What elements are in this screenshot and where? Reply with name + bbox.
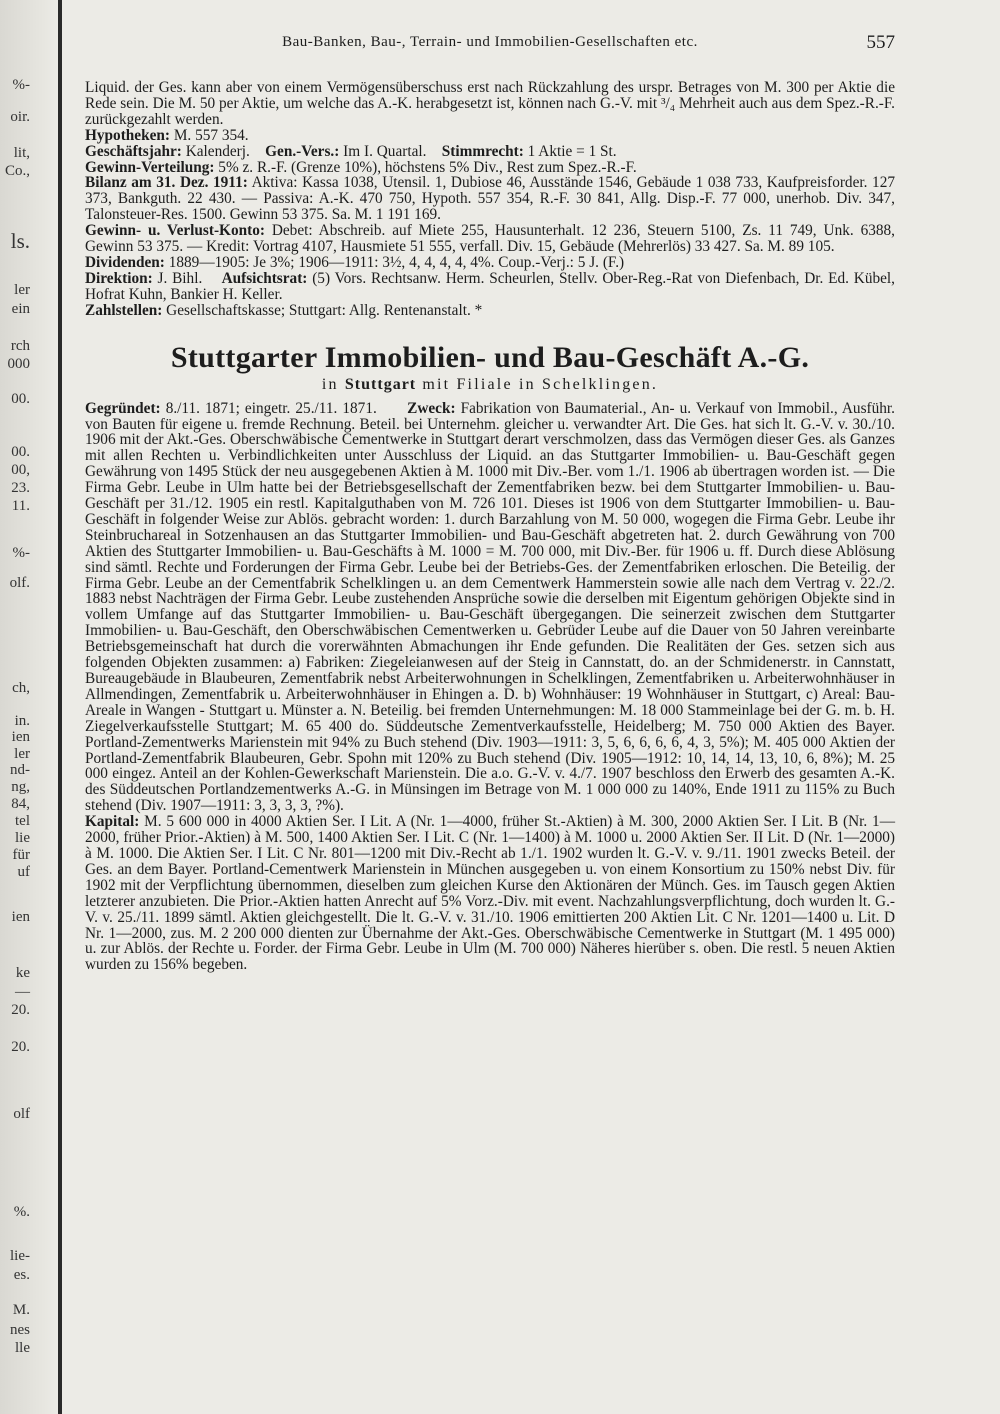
margin-fragment: %-: [12, 545, 30, 561]
margin-fragment: ng,: [11, 779, 30, 795]
margin-fragment: ke: [15, 965, 30, 981]
guv-text: Debet: Abschreib. auf Miete 255, Hausunterhalt. 12 236, Steuern 5100, Zs. 11 749, Unk. 6388, Gewinn 53 375. — Kredit: Vortrag 4107, Hausmiete 51 555, verfall. Div. 15, Gebäude (Mehrerlös) 33 427. Sa. M. 89 105.: [85, 222, 896, 256]
margin-fragment: olf: [13, 1106, 30, 1122]
aufsichtsrat-text: (5) Vors. Rechtsanw. Herm. Scheurlen, Stellv. Ober-Reg.-Rat von Diefenbach, Dr. Ed. Kübel, Hofrat Kuhn, Bankier H. Keller.: [85, 269, 896, 303]
zahlstellen-label: Zahlstellen:: [85, 301, 163, 319]
margin-fragment: für: [12, 847, 30, 863]
direktion-aufsichtsrat-paragraph: [85, 271, 895, 303]
article-sub-pre: in: [321, 375, 345, 393]
gewinn-verteilung-text: 5% z. R.-F. (Grenze 10%), höchstens 5% Div., Rest zum Spez.-R.-F.: [214, 158, 637, 176]
margin-fragment: 20.: [11, 1002, 30, 1018]
guv-paragraph: [85, 223, 895, 255]
margin-fragment: tel: [15, 813, 30, 829]
hypotheken-line: [85, 128, 895, 144]
margin-fragment: 00,: [11, 462, 30, 478]
margin-fragment: 11.: [11, 498, 30, 514]
gegruendet-label: Gegründet:: [85, 399, 161, 417]
gegruendet-zweck-paragraph: [85, 401, 895, 815]
margin-fragment: —: [15, 984, 30, 1000]
article-subtitle: [85, 375, 895, 395]
stimmrecht-label: Stimmrecht:: [441, 142, 524, 160]
margin-fragment: %-: [12, 77, 30, 93]
margin-fragment: nes: [10, 1322, 30, 1338]
direktion-text: J. Bihl.: [152, 269, 203, 287]
margin-fragment: %.: [13, 1204, 30, 1220]
margin-fragment: in.: [14, 713, 30, 729]
hypotheken-text: M. 557 354.: [170, 126, 249, 144]
margin-fragment: M.: [12, 1302, 30, 1318]
geschaeftsjahr-text: Kalenderj.: [181, 142, 250, 160]
margin-fragment: uf: [17, 864, 30, 880]
zweck-label: Zweck:: [407, 399, 456, 417]
running-head: Bau-Banken, Bau-, Terrain- und Immobilien-Gesellschaften etc.: [282, 34, 698, 50]
gutter-shadow: [0, 0, 58, 1414]
margin-fragment: 00.: [11, 444, 30, 460]
bilanz-label: Bilanz am 31. Dez. 1911:: [85, 174, 248, 192]
guv-label: Gewinn- u. Verlust-Konto:: [85, 222, 265, 240]
kapital-paragraph: [85, 814, 895, 973]
margin-fragment: lit,: [13, 145, 30, 161]
margin-fragment: es.: [13, 1267, 30, 1283]
margin-fragment: oir.: [10, 109, 30, 125]
aufsichtsrat-label: Aufsichtsrat:: [221, 269, 308, 287]
margin-fragment: ien: [11, 729, 30, 745]
dividenden-text: 1889—1905: Je 3%; 1906—1911: 3½, 4, 4, 4, 4, 4%. Coup.-Verj.: 5 J. (F.): [164, 253, 625, 271]
margin-fragment: lie-: [10, 1248, 30, 1264]
margin-fragment: lle: [15, 1340, 30, 1356]
margin-fragment: 23.: [11, 480, 30, 496]
margin-fragment: ch,: [12, 680, 30, 696]
kapital-text: M. 5 600 000 in 4000 Aktien Ser. I Lit. A (Nr. 1—4000, früher St.-Aktien) à M. 300, 2000 Aktien Ser. I Lit. B (Nr. 1—2000, früher Prior.-Aktien) à M. 500, 1400 Aktien Ser. I Lit. C (Nr. 1—1400) à M. 1000 u. 2000 Aktien Ser. II Lit. D (Nr. 1—2000) à M. 1000. Die Aktien Ser. I Lit. C Nr. 801—1200 mit Div.-Recht ab 1./1. 1902 wurden lt. G.-V. v. 9./11. 1901 zwecks Beteil. der Ges. an dem Bayer. Portland-Cementwerk Marienstein in München ausgegeben u. von einem Konsortium zu 150% nebst Div. für 1902 mit der Verpflichtung übernommen, dieselben zum gleichen Kurse den Aktionären der Münch. Ges. im Tausch gegen Aktien letzterer anzubieten. Die Prior.-Aktien hatten Anrecht auf 5% Vorz.-Div. mit event. Nachzahlungsverpflichtung, doch wurden lt. G.-V. v. 25./11. 1899 sämtl. Aktien gleichgestellt. Die lt. G.-V. v. 31./10. 1906 emittierten 200 Aktien Lit. C Nr. 1201—1400 u. Lit. D Nr. 1—2000, zus. M. 2 200 000 dienten zur Übernahme der Akt.-Ges. Oberschwäbische Cementwerke in Stuttgart (M. 1 495 000) u. zur Ablös. der Rechte u. Forder. der Firma Gebr. Leube in Ulm (M. 700 000) Näheres hierüber s. oben. Die restl. 5 neuen Aktien wurden zu 156% begeben.: [85, 813, 895, 974]
zahlstellen-line: [85, 303, 895, 319]
gewinn-verteilung-line: [85, 160, 895, 176]
geschaeftsjahr-label: Geschäftsjahr:: [85, 142, 182, 160]
genvers-text: Im I. Quartal.: [339, 142, 427, 160]
hypotheken-label: Hypotheken:: [85, 126, 170, 144]
margin-fragment: olf.: [9, 575, 30, 591]
gutter-line: [58, 0, 62, 1414]
bilanz-paragraph: [85, 175, 895, 223]
geschaeftsjahr-line: [85, 144, 895, 160]
stimmrecht-text: 1 Aktie = 1 St.: [523, 142, 617, 160]
gewinn-verteilung-label: Gewinn-Verteilung:: [85, 158, 215, 176]
margin-fragment: ler: [14, 282, 30, 298]
dividenden-label: Dividenden:: [85, 253, 165, 271]
margin-fragment: ler: [14, 746, 30, 762]
direktion-label: Direktion:: [85, 269, 153, 287]
margin-fragment: 00.: [11, 391, 30, 407]
margin-fragment: Co.,: [4, 163, 30, 179]
margin-fragment: 84,: [11, 796, 30, 812]
margin-fragment: rch: [10, 338, 30, 354]
page-number: 557: [866, 32, 895, 53]
margin-fragment: 20.: [11, 1039, 30, 1055]
dividenden-line: [85, 255, 895, 271]
text-column: [85, 80, 895, 973]
article-title: Stuttgarter Immobilien- und Bau-Geschäft A.-G.: [170, 340, 810, 374]
margin-fragment: ien: [11, 909, 30, 925]
margin-fragment: nd-: [10, 762, 30, 778]
margin-fragment: 000: [7, 356, 30, 372]
article-sub-place: Stuttgart: [344, 375, 417, 393]
liquidation-paragraph: Liquid. der Ges. kann aber von einem Vermögensüberschuss erst nach Rückzahlung des urspr. Betrages von M. 300 per Aktie die Rede sein. Die M. 50 per Aktie, um welche das A.-K. herabgesetzt ist, können nach G.-V. mit ³/₄ Mehrheit auch aus dem Spez.-R.-F. zurückgezahlt werden.: [85, 79, 895, 128]
gegruendet-text: 8./11. 1871; eingetr. 25./11. 1871.: [160, 399, 377, 417]
margin-fragment: lie: [15, 830, 30, 846]
genvers-label: Gen.-Vers.:: [265, 142, 340, 160]
margin-fragment: ls.: [10, 229, 30, 253]
kapital-label: Kapital:: [85, 813, 140, 831]
article-sub-post: mit Filiale in Schelklingen.: [416, 375, 659, 393]
margin-fragment: ein: [11, 301, 30, 317]
zahlstellen-text: Gesellschaftskasse; Stuttgart: Allg. Rentenanstalt. *: [162, 301, 483, 319]
page-header: [85, 34, 895, 58]
bilanz-text: Aktiva: Kassa 1038, Utensil. 1, Dubiose 46, Ausstände 1546, Gebäude 1 038 733, Kaufpreisforder. 127 373, Bankguth. 22 430. — Passiva: A.-K. 470 750, Hypoth. 557 354, R.-F. 30 841, Allg. Disp.-F. 77 000, unerhob. Div. 347, Talonsteuer-Res. 1500. Gewinn 53 375. Sa. M. 1 191 169.: [85, 174, 895, 224]
zweck-text: Fabrikation von Baumaterial., An- u. Verkauf von Immobil., Ausführ. von Bauten für eigene u. fremde Rechnung. Beteil. bei Unternehm. gleicher u. verwandter Art. Die Ges. hat sich lt. G.-V. v. 30./10. 1906 mit der Akt.-Ges. Oberschwäbische Cementwerke in Stuttgart derart verschmolzen, dass das Vermögen dieser Ges. als Ganzes mit allen Rechten u. Verbindlichkeiten unter Ausschluss der Liquid. an das Stuttgarter Immobilien- u. Bau-Geschäft gegen Gewährung von 1495 Stück der neu ausgegebenen Aktien à M. 1000 mit Div.-Ber. vom 1./1. 1906 ab übertragen worden ist. — Die Firma Gebr. Leube in Ulm hatte bei der Betriebsgesellschaft der Zementfabriken bezw. bei dem Stuttgarter Immobilien- u. Bau-Geschäft per 31./12. 1905 ein restl. Kapitalguthaben von M. 726 101. Dieses ist 1906 von dem Stuttgarter Immobilien- u. Bau-Geschäft in folgender Weise zur Ablös. gebracht worden: 1. durch Barzahlung von M. 50 000, wogegen die Firma Gebr. Leube ihr Steinbruchareal in Sotzenhausen an das Stuttgarter Immobilien- und Bau-Geschäft abgetreten hat. 2. durch Gewährung von 700 Aktien des Stuttgarter Immobilien- u. Bau-Geschäfts à M. 1000 = M. 700 000, mit Div.-Ber. für 1906 u. ff. Durch diese Ablösung sind sämtl. Rechte und Forderungen der Firma Gebr. Leube bei der Betriebs-Ges. der Zementfabriken erloschen. Die Beteilig. der Firma Gebr. Leube an der Cementfabrik Schelklingen u. an dem Cementwerk Hammerstein sowie alle nach dem Vertrag v. 22./2. 1883 nebst Nachträgen der Firma Gebr. Leube zustehenden Ansprüche sowie die derselben mit Eigentum gehörigen Objekte sind in vollem Umfange auf das Stuttgarter Immobilien- u. Bau-Geschäft übergegangen. Die seinerzeit zwischen dem Stuttgarter Immobilien- u. Bau-Geschäft, den Oberschwäbischen Cementwerken u. Gebrüder Leube auf die Dauer von 50 Jahren vereinbarte Betriebsgemeinschaft hat durch die vorerwähnten Abmachungen ihr Ende gefunden. Die Realitäten der Ges. setzen sich aus folgenden Objekten zusammen: a) Fabriken: Ziegeleianwesen auf der Steig in Cannstatt, do. an der Schmidenerstr. in Cannstatt, Bureaugebäude in Blaubeuren, Zementfabrik nebst Arbeiterwohnungen in Schelklingen, Zementfabriken u. Arbeiterwohnhäuser in Allmendingen, Zementfabrik u. Arbeiterwohnhäuser in Ehingen a. D. b) Wohnhäuser: 19 Wohnhäuser in Stuttgart, c) Areal: Bau-Areale in Wangen - Stuttgart u. Münster a. N. Beteilig. bei fremden Unternehmungen: M. 18 000 Stammeinlage bei der G. m. b. H. Ziegelverkaufsstelle Stuttgart; M. 65 400 do. Süddeutsche Zementverkaufsstelle, Heidelberg; M. 750 000 Aktien des Bayer. Portland-Zementwerks Marienstein mit 94% zu Buch stehend (Div. 1903—1911: 3, 5, 6, 6, 6, 6, 4, 3, 5%); M. 405 000 Aktien der Portland-Zementfabrik Blaubeuren, Gebr. Spohn mit 120% zu Buch stehend (Div. 1905—1912: 10, 14, 14, 13, 10, 6, 8%); M. 25 000 eingez. Anteil an der Kohlen-Gewerkschaft Marienstein. Die a.o. G.-V. v. 4./7. 1907 beschloss den Erwerb des gesamten A.-K. des Süddeutschen Portlandzementwerks A.-G. in Münsingen im Betrage von M. 1 000 000 zu 140%, Ende 1911 zu 115% zu Buch stehend (Div. 1907—1911: 3, 3, 3, 3, ?%).: [85, 399, 895, 815]
